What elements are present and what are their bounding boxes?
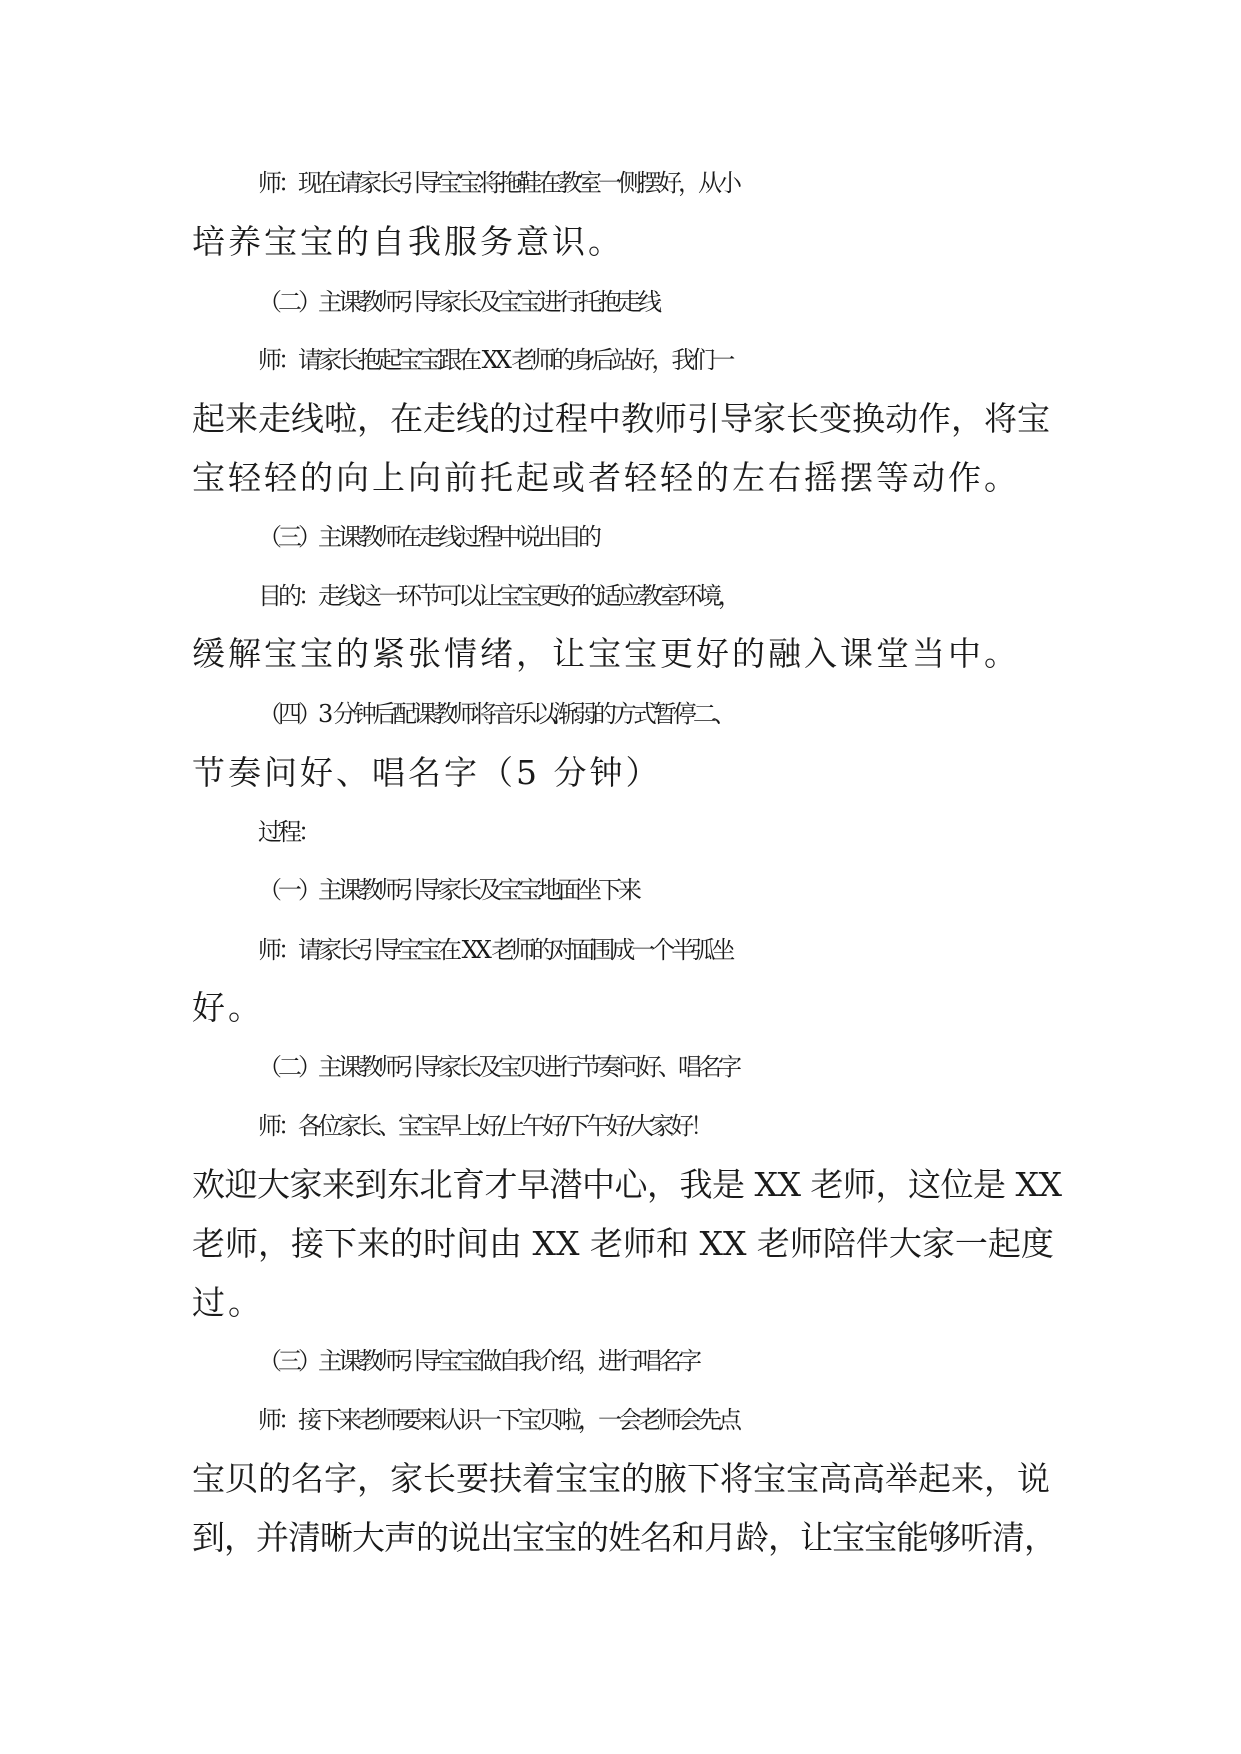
paragraph-line: 师：接下来老师要来认识一下宝贝啦，一会老师会先点 <box>258 1406 738 1434</box>
paragraph-line: 宝贝的名字，家长要扶着宝宝的腋下将宝宝高高举起来，说 <box>192 1459 1050 1498</box>
section-heading: （二）主课教师引导家长及宝宝进行托抱走线 <box>258 288 658 316</box>
section-heading: （四）3 分钟后配课教师将音乐以渐弱的方式暂停二、 <box>258 700 733 728</box>
paragraph-line: 好。 <box>192 988 264 1027</box>
paragraph-line: 老师，接下来的时间由 XX 老师和 XX 老师陪伴大家一起度 <box>192 1224 1054 1263</box>
paragraph-line: 培养宝宝的自我服务意识。 <box>192 222 624 261</box>
paragraph-line: 师：各位家长、宝宝早上好/上午好/下午好/大家好！ <box>258 1112 711 1140</box>
paragraph-line: 师：现在请家长引导宝宝将拖鞋在教室一侧摆好，从小 <box>258 169 738 197</box>
paragraph-line: 过。 <box>192 1283 264 1322</box>
section-heading: 节奏问好、唱名字（5 分钟） <box>192 753 662 792</box>
paragraph-line: 过程： <box>258 818 318 846</box>
section-heading: （一）主课教师引导家长及宝宝地面坐下来 <box>258 876 638 904</box>
paragraph-line: 起来走线啦，在走线的过程中教师引导家长变换动作，将宝 <box>192 399 1050 438</box>
paragraph-line: 师：请家长抱起宝宝跟在 XX 老师的身后站好，我们一 <box>258 346 732 374</box>
section-heading: （三）主课教师引导宝宝做自我介绍，进行唱名字 <box>258 1347 698 1375</box>
section-heading: （三）主课教师在走线过程中说出目的 <box>258 523 598 551</box>
paragraph-line: 到，并清晰大声的说出宝宝的姓名和月龄，让宝宝能够听清， <box>192 1518 1056 1557</box>
paragraph-line: 宝轻轻的向上向前托起或者轻轻的左右摇摆等动作。 <box>192 458 1020 497</box>
paragraph-line: 师：请家长引导宝宝在 XX 老师的对面围成一个半弧坐 <box>258 936 732 964</box>
section-heading: （二）主课教师引导家长及宝贝进行节奏问好、唱名字 <box>258 1053 738 1081</box>
paragraph-line: 目的：走线这一环节可以让宝宝更好的适应教室环境， <box>258 582 738 610</box>
paragraph-line: 欢迎大家来到东北育才早潜中心，我是 XX 老师，这位是 XX <box>192 1165 1062 1204</box>
paragraph-line: 缓解宝宝的紧张情绪，让宝宝更好的融入课堂当中。 <box>192 634 1020 673</box>
